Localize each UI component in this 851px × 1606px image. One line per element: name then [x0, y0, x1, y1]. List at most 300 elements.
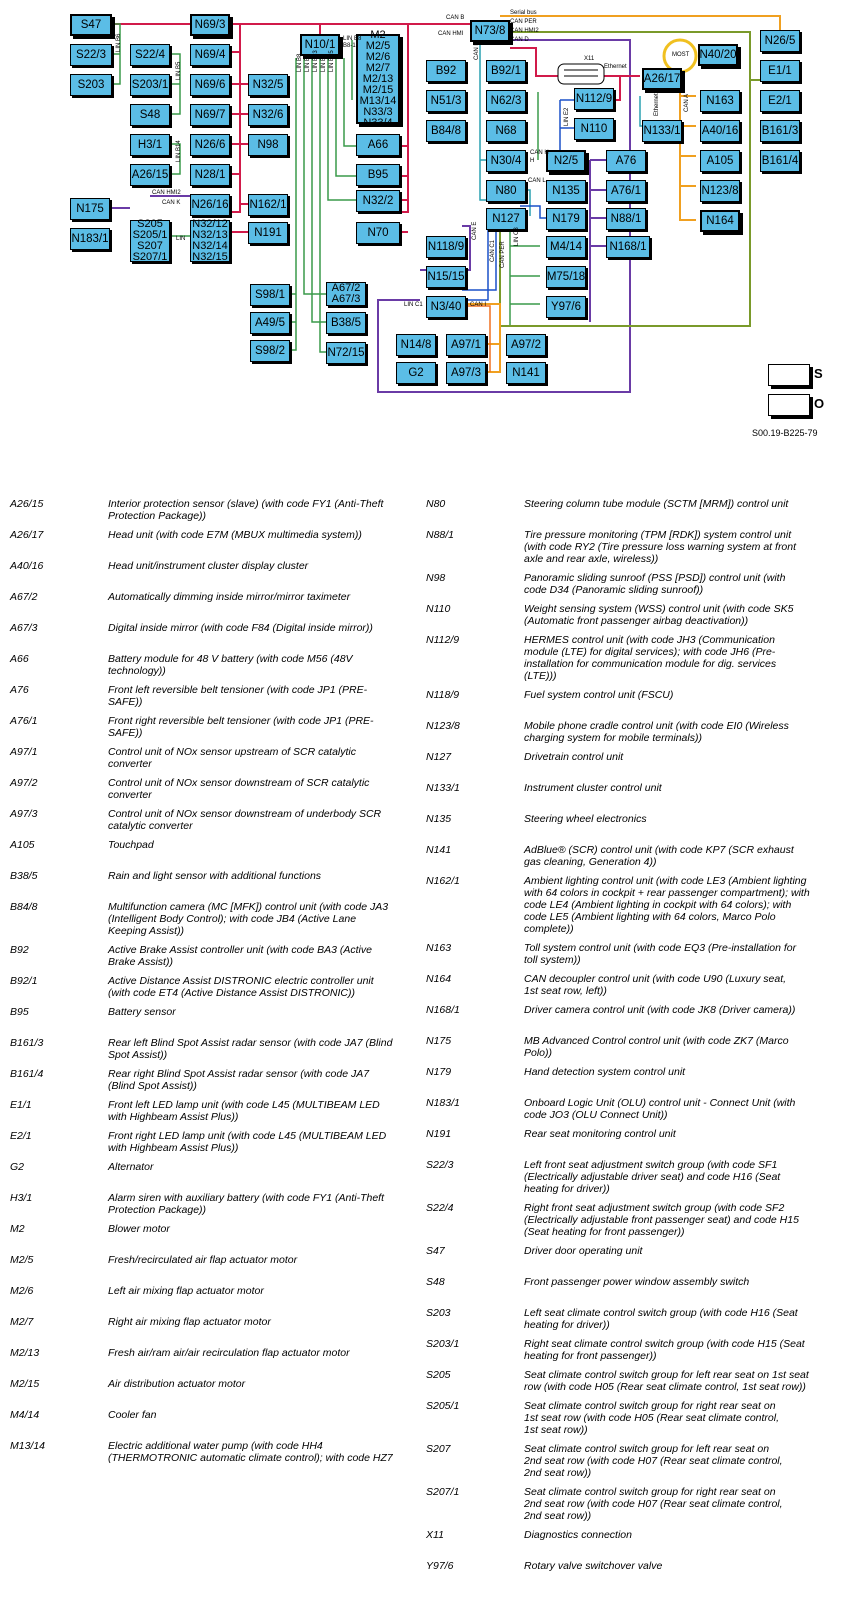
bus-label-lin-b1: LIN B1 — [305, 53, 311, 72]
legend-description: (LTE))) — [524, 670, 557, 682]
bus-label-lin-b5: LIN B5 — [176, 61, 182, 80]
legend-label-s: S — [814, 366, 823, 381]
bus-label-ethernet: Ethernet — [604, 64, 627, 70]
bus-label-can-hmi: CAN HMI — [438, 31, 464, 37]
component-box-a76-1: A76/1 — [606, 180, 646, 202]
legend-code: S22/3 — [426, 1159, 454, 1171]
component-box-n32-6: N32/6 — [248, 104, 288, 126]
legend-description: 1st seat row, left)) — [524, 985, 607, 997]
legend-code: N175 — [426, 1035, 452, 1047]
legend-description: complete)) — [524, 923, 574, 935]
legend-description: (Automatic front passenger airbag deactivation)) — [524, 615, 749, 627]
component-box-n123-8: N123/8 — [700, 180, 740, 202]
legend-code: A67/3 — [10, 622, 38, 634]
bus-label-lin-e2: LIN E2 — [564, 107, 570, 126]
legend-description: heating for driver)) — [524, 1319, 610, 1331]
legend-description: toll system)) — [524, 954, 581, 966]
legend-description: Rain and light sensor with additional functions — [108, 870, 322, 882]
legend-description: technology)) — [108, 665, 166, 677]
component-box-n32-2: N32/2 — [356, 190, 400, 212]
legend-description: Automatically dimming inside mirror/mirror taximeter — [108, 591, 351, 603]
legend-description: MB Advanced Control control unit (with code ZK7 (Marco — [524, 1035, 789, 1047]
legend-description: (THERMOTRONIC automatic climate control); with code HZ7 — [108, 1452, 393, 1464]
bus-label-can-c1: CAN C1 — [490, 239, 496, 262]
legend-description: Fresh/recirculated air flap actuator motor — [108, 1254, 298, 1266]
legend-description: Right seat climate control switch group (with code H15 (Seat — [524, 1338, 805, 1350]
component-box-s203: S203 — [70, 74, 112, 96]
legend-description: Seat climate control switch group for right rear seat on — [524, 1400, 776, 1412]
component-label: M2/5 — [365, 39, 391, 52]
bus-label-lin-b13: LIN B13 — [313, 50, 319, 72]
bus-label-lin-b6: LIN B6 — [116, 33, 122, 52]
legend-code: S47 — [426, 1245, 445, 1257]
legend-description: Seat climate control switch group for right rear seat on — [524, 1486, 776, 1498]
legend-description: Control unit of NOx sensor downstream of SCR catalytic — [108, 777, 370, 789]
legend-box-s — [768, 364, 810, 386]
legend-code: N179 — [426, 1066, 452, 1078]
legend-description: Battery module for 48 V battery (with code M56 (48V — [108, 653, 353, 665]
bus-label-lin-c1: LIN C1 — [404, 302, 423, 308]
legend-description: 1st seat row (with code H05 (Rear seat climate control, — [524, 1412, 780, 1424]
legend-description: AdBlue® (SCR) control unit (with code KP7 (SCR exhaust — [524, 844, 794, 856]
component-box-a26-17: A26/17 — [642, 68, 682, 90]
legend-code: N80 — [426, 498, 446, 510]
component-box-n175: N175 — [70, 198, 110, 220]
bus-label-can-e-b: CAN E — [472, 221, 478, 240]
component-box-a40-16: A40/16 — [700, 120, 740, 142]
legend-description: Onboard Logic Unit (OLU) control unit - Connect Unit (with — [524, 1097, 796, 1109]
bus-label-lin-b8v: LIN B8 — [297, 53, 303, 72]
legend-description: Front left LED lamp unit (with code L45 (MULTIBEAM LED — [108, 1099, 380, 1111]
bus-label-lin-b8-1: B8-1 — [343, 43, 356, 49]
component-label: N33/3 — [363, 105, 393, 118]
legend-code: N191 — [426, 1128, 452, 1140]
component-box-n88-1: N88/1 — [606, 208, 646, 230]
component-box-n162-1: N162/1 — [248, 194, 288, 216]
legend-code: A40/16 — [10, 560, 44, 572]
legend-description: with 64 colors in cockpit + rear passenger compartment); with — [524, 887, 810, 899]
legend-description: Air distribution actuator motor — [108, 1378, 246, 1390]
component-box-a97-1: A97/1 — [446, 334, 486, 356]
legend-code: S203/1 — [426, 1338, 460, 1350]
component-box-mgrp — [356, 28, 400, 129]
legend-description: (Seat heating for front passenger)) — [524, 1226, 685, 1238]
legend-code: S207 — [426, 1443, 451, 1455]
legend-code: G2 — [10, 1161, 25, 1173]
bus-label-can-hv: H — [530, 158, 535, 164]
legend-description: Fuel system control unit (FSCU) — [524, 689, 674, 701]
legend-description: row (with code H05 (Rear seat climate control, 1st seat row)) — [524, 1381, 806, 1393]
figure-reference: S00.19-B225-79 — [752, 428, 818, 438]
legend-code: N88/1 — [426, 529, 455, 541]
component-box-s22-4: S22/4 — [130, 44, 170, 66]
legend-code: N118/9 — [426, 689, 460, 701]
component-label: N33/4 — [363, 116, 393, 129]
legend-box-o — [768, 394, 810, 416]
legend-description: Control unit of NOx sensor upstream of SCR catalytic — [108, 746, 357, 758]
component-box-b95: B95 — [356, 164, 400, 186]
legend-description: Weight sensing system (WSS) control unit (with code SK5 — [524, 603, 794, 615]
component-box-n26-5: N26/5 — [760, 30, 800, 52]
bus-label-lin-b15: LIN B15 — [329, 50, 335, 72]
legend-code: M2/5 — [10, 1254, 34, 1266]
bus-label-lin-b14: LIN B14 — [176, 140, 182, 162]
legend-code: A97/1 — [10, 746, 38, 758]
legend-code: A26/15 — [10, 498, 44, 510]
legend-code: N135 — [426, 813, 452, 825]
legend-code: A105 — [10, 839, 35, 851]
bus-label-can-k: CAN K — [162, 200, 181, 206]
component-box-n112-9: N112/9 — [574, 88, 614, 110]
component-box-a97-3: A97/3 — [446, 362, 486, 384]
legend-code: M4/14 — [10, 1409, 40, 1421]
legend-code: N98 — [426, 572, 446, 584]
legend-description: Brake Assist)) — [108, 956, 173, 968]
component-box-s98-2: S98/2 — [250, 340, 290, 362]
legend-description: Seat climate control switch group for left rear seat on 1st seat — [524, 1369, 809, 1381]
legend-description: Interior protection sensor (slave) (with code FY1 (Anti-Theft — [108, 498, 384, 510]
component-box-s203-1: S203/1 — [130, 74, 170, 96]
component-box-n32grp — [190, 220, 230, 262]
component-box-b92: B92 — [426, 60, 466, 82]
legend-description: Mobile phone cradle control unit (with code EI0 (Wireless — [524, 720, 789, 732]
component-box-n164: N164 — [700, 210, 740, 232]
legend-description: Drivetrain control unit — [524, 751, 624, 763]
component-label: M2/13 — [362, 72, 394, 85]
legend-description: Driver camera control unit (with code JK8 (Driver camera)) — [524, 1004, 796, 1016]
legend-description: (Intelligent Body Control); with code JB4 (Active Lane — [108, 913, 357, 925]
bus-label-most: MOST — [672, 52, 690, 58]
component-box-m4-14: M4/14 — [546, 236, 586, 258]
component-box-h3-1: H3/1 — [130, 134, 170, 156]
legend-code: M13/14 — [10, 1440, 46, 1452]
legend-description: Seat climate control switch group for left rear seat on — [524, 1443, 770, 1455]
legend-code: M2/6 — [10, 1285, 34, 1297]
component-box-g2: G2 — [396, 362, 436, 384]
legend-description: Steering column tube module (SCTM [MRM]) control unit — [524, 498, 789, 510]
bus-label-serial-bus: Serial bus — [510, 10, 537, 16]
component-label: N32/12 — [192, 218, 228, 230]
component-box-n141: N141 — [506, 362, 546, 384]
legend-description: with Highbeam Assist Plus)) — [108, 1142, 239, 1154]
component-label: S207 — [137, 240, 163, 252]
component-label: N32/13 — [192, 229, 228, 241]
component-box-n98: N98 — [248, 134, 288, 156]
component-box-a105: A105 — [700, 150, 740, 172]
legend-code: B161/3 — [10, 1037, 44, 1049]
component-box-n62-3: N62/3 — [486, 90, 526, 112]
component-box-n191: N191 — [248, 222, 288, 244]
component-box-m75-18: M75/18 — [546, 266, 586, 288]
legend-description: Left seat climate control switch group (with code H16 (Seat — [524, 1307, 798, 1319]
legend-code: B95 — [10, 1006, 29, 1018]
legend-code: N164 — [426, 973, 452, 985]
legend-code: S203 — [426, 1307, 451, 1319]
component-label: M2 — [370, 28, 386, 41]
legend-description: Panoramic sliding sunroof (PSS [PSD]) control unit (with — [524, 572, 786, 584]
component-box-n10-1: N10/1 — [300, 34, 340, 56]
legend-description: Front right reversible belt tensioner (with code JP1 (PRE- — [108, 715, 374, 727]
component-box-a49-5: A49/5 — [250, 312, 290, 334]
legend-description: module (LTE) for digital services); with code JH6 (Pre- — [524, 646, 776, 658]
legend-description: Diagnostics connection — [524, 1529, 632, 1541]
bus-label-can-a: CAN A — [684, 93, 690, 112]
component-box-n51-3: N51/3 — [426, 90, 466, 112]
legend-description: Left front seat adjustment switch group (with code SF1 — [524, 1159, 778, 1171]
legend-description: Digital inside mirror (with code F84 (Digital inside mirror)) — [108, 622, 373, 634]
legend-description: Active Distance Assist DISTRONIC electric controller unit — [108, 975, 374, 987]
legend-code: B38/5 — [10, 870, 38, 882]
legend-code: X11 — [426, 1529, 444, 1541]
component-box-s47: S47 — [70, 14, 112, 36]
legend-description: Right front seat adjustment switch group (with code SF2 — [524, 1202, 785, 1214]
component-box-n32-5: N32/5 — [248, 74, 288, 96]
legend-description: Protection Package)) — [108, 1204, 207, 1216]
component-box-s98-1: S98/1 — [250, 284, 290, 306]
legend-description: Front left reversible belt tensioner (with code JP1 (PRE- — [108, 684, 368, 696]
legend-description: Right air mixing flap actuator motor — [108, 1316, 271, 1328]
legend-description: Active Brake Assist controller unit (with code BA3 (Active — [108, 944, 372, 956]
bus-label-can-l: CAN L — [528, 178, 546, 184]
bus-label-can-hmi2-b: CAN HMI2 — [152, 190, 181, 196]
component-box-n30-4: N30/4 — [486, 150, 526, 172]
bus-label-can-h: CAN H — [530, 150, 549, 156]
component-box-n40-20: N40/20 — [698, 44, 738, 66]
component-box-n70: N70 — [356, 222, 400, 244]
legend-description: with Highbeam Assist Plus)) — [108, 1111, 239, 1123]
legend-code: E2/1 — [10, 1130, 32, 1142]
bus-label-can-per-v: CAN PER — [500, 241, 506, 268]
legend-description: Protection Package)) — [108, 510, 207, 522]
component-label: A67/3 — [331, 293, 361, 305]
component-box-n135: N135 — [546, 180, 586, 202]
component-box-n28-1: N28/1 — [190, 164, 230, 186]
legend-code: N133/1 — [426, 782, 460, 794]
component-box-n73-8: N73/8 — [470, 20, 510, 42]
component-box-n118-9: N118/9 — [426, 236, 466, 258]
component-label: N32/15 — [192, 251, 228, 263]
component-label: M2/7 — [365, 61, 391, 74]
legend-description: 2nd seat row (with code H07 (Rear seat climate control, — [524, 1455, 783, 1467]
legend-description: gas cleaning, Generation 4)) — [524, 856, 657, 868]
component-box-n3-40: N3/40 — [426, 296, 466, 318]
legend-code: B161/4 — [10, 1068, 44, 1080]
bus-label-can-i: CAN I — [470, 302, 487, 308]
legend-description: (with code ET4 (Active Distance Assist DISTRONIC)) — [108, 987, 355, 999]
component-box-n80: N80 — [486, 180, 526, 202]
network-diagram — [0, 0, 851, 450]
component-label: S205 — [137, 218, 163, 230]
component-box-n183-1: N183/1 — [70, 228, 110, 250]
legend-description: (with code RY2 (Tire pressure loss warning system at front — [524, 541, 797, 553]
component-box-n110: N110 — [574, 118, 614, 140]
component-box-n133-1: N133/1 — [642, 120, 682, 142]
component-box-b92-1: B92/1 — [486, 60, 526, 82]
legend-description: Instrument cluster control unit — [524, 782, 662, 794]
component-box-n69-7: N69/7 — [190, 104, 230, 126]
component-box-b161-3: B161/3 — [760, 120, 800, 142]
component-box-b84-8: B84/8 — [426, 120, 466, 142]
legend-description: Alarm siren with auxiliary battery (with code FY1 (Anti-Theft — [108, 1192, 385, 1204]
legend-description: Left air mixing flap actuator motor — [108, 1285, 264, 1297]
legend-description: Spot Assist)) — [108, 1049, 168, 1061]
legend-description: Rear right Blind Spot Assist radar sensor (with code JA7 — [108, 1068, 370, 1080]
legend-description: 2nd seat row)) — [524, 1510, 592, 1522]
legend-code: N112/9 — [426, 634, 460, 646]
legend-description: Front passenger power window assembly switch — [524, 1276, 750, 1288]
legend-code: N141 — [426, 844, 452, 856]
legend-code: A97/3 — [10, 808, 38, 820]
legend-code: N168/1 — [426, 1004, 460, 1016]
component-label: A67/2 — [331, 282, 361, 294]
legend-code: A66 — [10, 653, 29, 665]
component-box-n72-15: N72/15 — [326, 342, 366, 364]
bus-label-lin: LIN — [176, 236, 186, 242]
legend-code: S205/1 — [426, 1400, 460, 1412]
component-box-a76: A76 — [606, 150, 646, 172]
legend-code: E1/1 — [10, 1099, 32, 1111]
legend-description: Rear left Blind Spot Assist radar sensor (with code JA7 (Blind — [108, 1037, 393, 1049]
component-label: M2/6 — [365, 50, 391, 63]
legend-description: SAFE)) — [108, 696, 143, 708]
legend-description: Head unit (with code E7M (MBUX multimedia system)) — [108, 529, 362, 541]
legend-description: converter — [108, 789, 152, 801]
component-box-e1-1: E1/1 — [760, 60, 800, 82]
bus-label-can-e: CAN E — [474, 41, 480, 60]
legend-code: B84/8 — [10, 901, 38, 913]
legend-code: S22/4 — [426, 1202, 454, 1214]
x11-connector-icon — [558, 64, 604, 84]
legend-code: B92/1 — [10, 975, 38, 987]
legend-description: Rear seat monitoring control unit — [524, 1128, 676, 1140]
legend-description: Tire pressure monitoring (TPM [RDK]) system control unit — [524, 529, 792, 541]
legend-code: A97/2 — [10, 777, 38, 789]
legend-description: Cooler fan — [108, 1409, 157, 1421]
component-box-n14-8: N14/8 — [396, 334, 436, 356]
legend-description: Steering wheel electronics — [524, 813, 647, 825]
legend-description: CAN decoupler control unit (with code U90 (Luxury seat, — [524, 973, 787, 985]
component-box-n26-6: N26/6 — [190, 134, 230, 156]
legend-code: S205 — [426, 1369, 451, 1381]
component-box-n68: N68 — [486, 120, 526, 142]
legend-code: M2/7 — [10, 1316, 34, 1328]
component-box-n2-5: N2/5 — [546, 150, 586, 172]
legend-description: Keeping Assist)) — [108, 925, 185, 937]
legend-description: 2nd seat row)) — [524, 1467, 592, 1479]
legend-description: (Blind Spot Assist)) — [108, 1080, 197, 1092]
component-box-a66: A66 — [356, 134, 400, 156]
legend-code: M2/15 — [10, 1378, 40, 1390]
legend-description: Control unit of NOx sensor downstream of underbody SCR — [108, 808, 382, 820]
legend-code: N162/1 — [426, 875, 460, 887]
legend-label-o: O — [814, 396, 825, 411]
legend-description: Touchpad — [108, 839, 154, 851]
bus-label-can-per: CAN PER — [510, 19, 537, 25]
component-box-b38-5: B38/5 — [326, 312, 366, 334]
legend-description: Hand detection system control unit — [524, 1066, 686, 1078]
bus-label-can-b: CAN B — [446, 15, 465, 21]
legend-description: Head unit/instrument cluster display cluster — [108, 560, 309, 572]
legend-code: A67/2 — [10, 591, 38, 603]
legend-description: HERMES control unit (with code JH3 (Communication — [524, 634, 775, 646]
legend-code: M2/13 — [10, 1347, 40, 1359]
legend-code: N163 — [426, 942, 452, 954]
bus-label-can-d: CAN D — [510, 37, 529, 43]
component-box-a97-2: A97/2 — [506, 334, 546, 356]
legend-code: A26/17 — [10, 529, 44, 541]
legend-description: code LE5 (Ambient lighting with 64 colors, Marco Polo — [524, 911, 776, 923]
legend-description: axle and rear axle, wireless)) — [524, 553, 659, 565]
component-box-a67grp — [326, 282, 366, 306]
component-box-a26-15: A26/15 — [130, 164, 170, 186]
bus-label-lin-b9: LIN B9 — [321, 53, 327, 72]
legend-description: (Electrically adjustable front passenger seat) and code H15 — [524, 1214, 799, 1226]
legend-description: heating for driver)) — [524, 1183, 610, 1195]
legend-description: Toll system control unit (with code EQ3 (Pre-installation for — [524, 942, 797, 954]
legend-description: code JO3 (OLU Connect Unit)) — [524, 1109, 668, 1121]
legend-description: Front right LED lamp unit (with code L45 (MULTIBEAM LED — [108, 1130, 387, 1142]
component-label: S207/1 — [132, 251, 168, 263]
bus-label-ethernet-v: Ethernet — [654, 93, 660, 116]
legend-description: code LE4 (Ambient lighting in cockpit with 64 colors); with — [524, 899, 792, 911]
component-box-n127: N127 — [486, 208, 526, 230]
component-box-n15-15: N15/15 — [426, 266, 466, 288]
legend-description: converter — [108, 758, 152, 770]
component-box-e2-1: E2/1 — [760, 90, 800, 112]
legend-description: heating for front passenger)) — [524, 1350, 657, 1362]
legend-code: B92 — [10, 944, 29, 956]
legend-code: A76/1 — [10, 715, 38, 727]
legend-description: Alternator — [108, 1161, 154, 1173]
legend-description: Battery sensor — [108, 1006, 176, 1018]
legend-description: 1st seat row)) — [524, 1424, 588, 1436]
legend-description: (Electrically adjustable driver seat) and code H16 (Seat — [524, 1171, 781, 1183]
component-box-n168-1: N168/1 — [606, 236, 650, 258]
component-box-b161-4: B161/4 — [760, 150, 800, 172]
legend-description: Blower motor — [108, 1223, 170, 1235]
legend-description: SAFE)) — [108, 727, 143, 739]
legend-code: A76 — [10, 684, 29, 696]
legend-code: H3/1 — [10, 1192, 33, 1204]
legend-description: Fresh air/ram air/air recirculation flap actuator motor — [108, 1347, 350, 1359]
component-box-s205grp — [130, 220, 170, 262]
legend-code: N183/1 — [426, 1097, 460, 1109]
legend-description: Polo)) — [524, 1047, 553, 1059]
legend-code: S48 — [426, 1276, 445, 1288]
legend-description: Driver door operating unit — [524, 1245, 643, 1257]
legend-description: code D34 (Panoramic sliding sunroof)) — [524, 584, 704, 596]
component-box-n69-6: N69/6 — [190, 74, 230, 96]
legend-description: charging system for mobile terminals)) — [524, 732, 702, 744]
component-box-n26-16: N26/16 — [190, 194, 230, 216]
legend-code: M2 — [10, 1223, 25, 1235]
component-label: S205/1 — [132, 229, 168, 241]
legend-description: Electric additional water pump (with code HH4 — [108, 1440, 323, 1452]
legend-code: N123/8 — [426, 720, 460, 732]
bus-label-can-hmi2: CAN HMI2 — [510, 28, 539, 34]
legend-description: Multifunction camera (MC [MFK]) control unit (with code JA3 — [108, 901, 389, 913]
component-box-n163: N163 — [700, 90, 740, 112]
component-box-y97-6: Y97/6 — [546, 296, 586, 318]
legend-description: Ambient lighting control unit (with code LE3 (Ambient lighting — [524, 875, 807, 887]
component-box-s48: S48 — [130, 104, 170, 126]
component-box-n179: N179 — [546, 208, 586, 230]
legend-code: S207/1 — [426, 1486, 460, 1498]
bus-label-lin-c3: LIN C3 — [514, 227, 520, 246]
component-box-n69-4: N69/4 — [190, 44, 230, 66]
legend-description: installation for communication module for dig. services — [524, 658, 777, 670]
legend-code: N127 — [426, 751, 452, 763]
